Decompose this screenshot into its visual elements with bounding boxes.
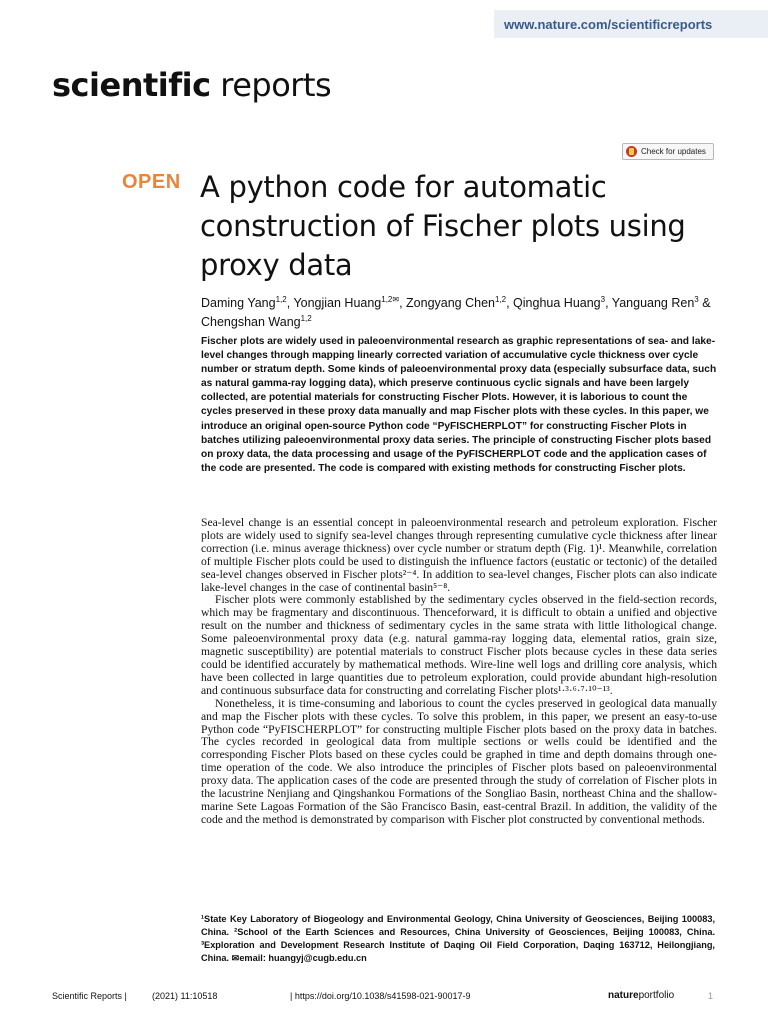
body-paragraph-2: Fischer plots were commonly established by the sedimentary cycles observed in the field-section records, which may be fragmentary and discontinuous. Thenceforward, it is difficult to obtain a unified and objective result on the number and thickness of sedimentary cycles in the same strata with little lithological change. Some paleoenvironmental proxy data (e.g. natural gamma-ray logging data, elemental ratios, grain size, magnetic susceptibility) are potential materials to construct Fischer plots because cycles in these data series could be identified accurately by mathematical methods. Wire-line well logs and drilling core analysis, which have been collected in large quantities due to petroleum exploration, could provide abundant high-resolution and continuous subsurface data for constructing and correlating Fischer plots¹·³·⁶·⁷·¹⁰⁻¹³. — [201, 593, 717, 697]
footer-journal: Scientific Reports | — [52, 991, 127, 1001]
abstract: Fischer plots are widely used in paleoenvironmental research as graphic representations of sea- and lake-level changes through mapping linearly corrected variation of accumulative cycle thickness over cycle number or stratum depth. Some kinds of paleoenvironmental proxy data (especially subsurface data, such as natural gamma-ray logging data), which preserve continuous cyclic signals and have been largely collected, are potential materials for constructing Fischer Plots. However, it is laborious to count the cycles preserved in these proxy data manually and map Fischer plots with these cycles. In this paper, we introduce an original open-source Python code “PyFISCHERPLOT” for constructing Fischer Plots in batches utilizing paleoenvironmental proxy data series. The principle of constructing Fischer plots based on proxy data, the data processing and usage of the PyFISCHERPLOT code and the application cases of the code are presented. The code is compared with existing methods for constructing Fischer plots. — [201, 336, 717, 474]
publisher-logo-light: portfolio — [638, 990, 675, 1001]
journal-url-bar[interactable] — [494, 10, 768, 38]
publisher-logo-bold: nature — [608, 990, 639, 1001]
footer-doi-link[interactable]: | https://doi.org/10.1038/s41598-021-90017-9 — [290, 991, 471, 1001]
journal-name-light: reports — [210, 66, 332, 104]
check-for-updates-button[interactable] — [622, 143, 714, 160]
journal-masthead — [52, 66, 331, 104]
author-list: Daming Yang$^{1,2}$, Yongjian Huang$^{1,2✉}$, Zongyang Chen$^{1,2}$, Qinghua Huang$^3$, Yanguang Ren$^3$ & Chengshan Wang$^{1,2}$ — [201, 295, 711, 330]
article-title: A python code for automatic construction of Fischer plots using proxy data — [200, 170, 686, 282]
publisher-logo — [608, 990, 674, 1001]
journal-url[interactable]: www.nature.com/scientificreports — [504, 16, 713, 32]
check-for-updates-label: Check for updates — [641, 147, 706, 156]
page-footer — [52, 991, 718, 1005]
body-paragraph-3: Nonetheless, it is time-consuming and laborious to count the cycles preserved in geological data manually and map the Fischer plots with these cycles. To solve this problem, in this paper, we present an easy-to-use Python code “PyFISCHERPLOT” for constructing multiple Fischer plots based on the proxy data in batches. The cycles recorded in geological data from multiple sections or wells could be identified and the corresponding Fischer Plots based on these cycles could be graphed in time and depth domains through one-time operation of the code. We also introduce the principles of Fischer plots based on paleoenvironmental proxy data. The application cases of the code are presented through the study of correlation of Fischer plots in the lacustrine Nenjiang and Qingshankou Formations of the Songliao Basin, northeast China and the shallow-marine Sete Lagoas Formation of the São Francisco Basin, east-central Brazil. In addition, the validity of the code and the method is demonstrated by comparison with Fischer plot constructed by conventional methods. — [201, 696, 717, 826]
body-paragraph-1: Sea-level change is an essential concept in paleoenvironmental research and petroleum exploration. Fischer plots are widely used to signify sea-level changes through representing cumulative cycle thickness after linear correction (i.e. minus average thickness) over cycle number or stratum depth (Fig. 1)¹. Meanwhile, correlation of multiple Fischer plots could be used to distinguish the influence factors (eustatic or tectonic) of the detailed sea-level changes observed in Fischer plots²⁻⁴. In addition to sea-level changes, Fischer plots can also indicate lake-level changes in the case of continental basin⁵⁻⁸. — [201, 516, 717, 594]
journal-name-bold: scientific — [52, 66, 211, 104]
crossmark-icon — [626, 146, 637, 157]
open-access-label: OPEN — [122, 171, 181, 193]
affiliations-footnote: ¹State Key Laboratory of Biogeology and Environmental Geology, China University of Geosciences, Beijing 100083, China. ²School of the Earth Sciences and Resources, China University of Geosciences, Beijing 100083, China. ³Exploration and Development Research Institute of Daqing Oil Field Corporation, Daqing 163712, Heilongjiang, China. ✉email: huangyj@cugb.edu.cn — [201, 914, 715, 963]
footer-citation: (2021) 11:10518 — [152, 991, 218, 1001]
page-number: 1 — [708, 991, 714, 1001]
article-body — [201, 517, 717, 827]
